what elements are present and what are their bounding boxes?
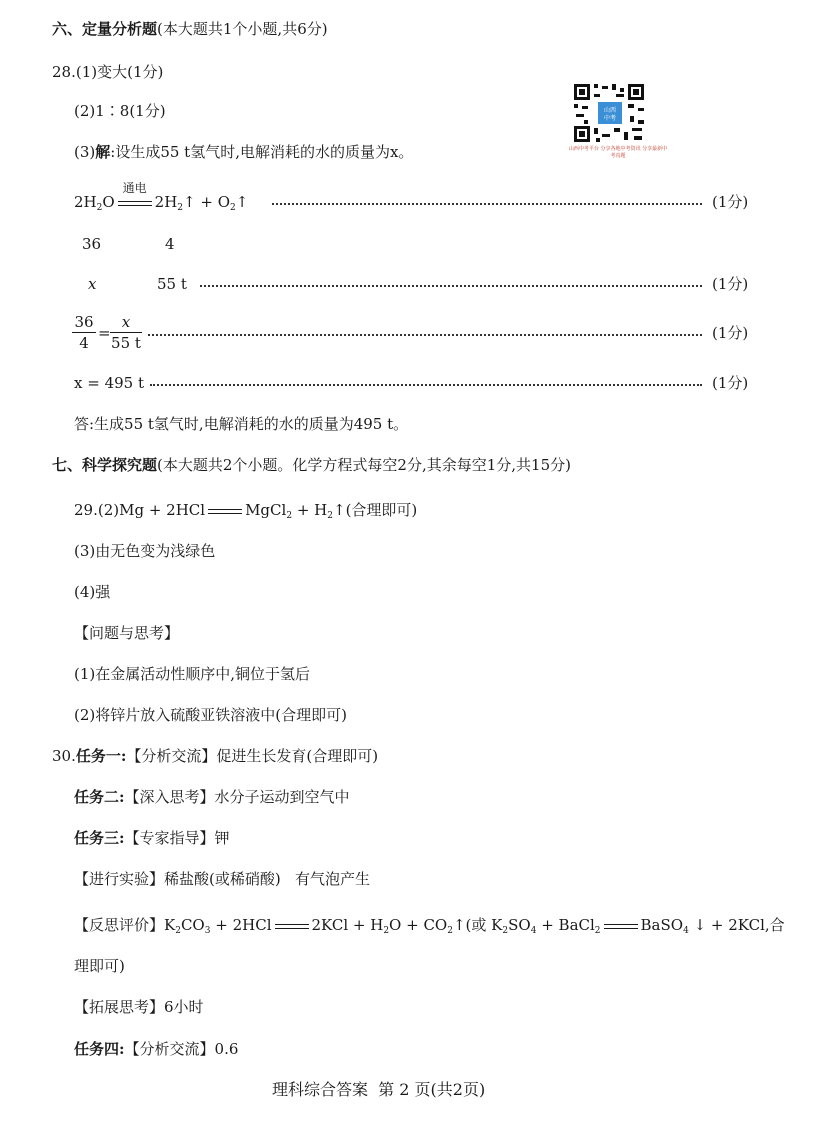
section-note: (本大题共1个小题,共6分): [157, 20, 328, 38]
mass-hydrogen: 55 t: [157, 275, 187, 293]
score-label: (1分): [712, 193, 749, 211]
q30-reflection-cont: 理即可): [74, 957, 125, 975]
reactant: 2H: [74, 193, 97, 211]
q30-task4: [74, 1039, 238, 1059]
solve-label: 解: [95, 143, 111, 161]
q29-part4: (4)强: [74, 583, 111, 601]
score-label: (1分): [712, 324, 749, 342]
leader-dots: [148, 334, 702, 336]
reflection-label: 【反思评价】K: [74, 916, 176, 934]
part-number: (3): [74, 143, 96, 161]
equation-left: 29.(2)Mg + 2HCl: [74, 501, 206, 519]
equation-note: ↑(合理即可): [333, 501, 418, 519]
section-note: (本大题共2个小题。化学方程式每空2分,其余每空1分,共15分): [157, 456, 571, 474]
q29-think-1: (1)在金属活动性顺序中,铜位于氢后: [74, 665, 311, 683]
task-label: 任务三:: [74, 829, 125, 847]
product-o2: + O: [200, 193, 231, 211]
formula-part: BaSO: [640, 916, 684, 934]
svg-text:中考: 中考: [603, 115, 617, 122]
product-h2: 2H: [154, 193, 178, 211]
q29-part3: (3)由无色变为浅绿色: [74, 542, 216, 560]
formula-part: ↑(或 K: [452, 916, 503, 934]
equals-sign: =: [98, 324, 111, 342]
page-footer: 理科综合答案 第 2 页(共2页): [272, 1080, 486, 1099]
leader-dots: [272, 203, 702, 205]
section-title: 定量分析题: [82, 20, 158, 38]
section-title: 科学探究题: [82, 456, 158, 474]
reaction-condition: 通电: [122, 181, 147, 195]
task-text: 【分析交流】促进生长发育(合理即可): [126, 747, 379, 765]
task-text: 【深入思考】水分子运动到空气中: [124, 788, 350, 806]
q30-task1: [52, 746, 378, 766]
q30-task3: [74, 828, 230, 848]
product-h2: + H: [296, 501, 328, 519]
q28-part3: [74, 142, 413, 162]
q30-experiment: 【进行实验】稀盐酸(或稀硝酸) 有气泡产生: [74, 870, 371, 888]
fraction-right: [110, 313, 142, 352]
score-label: (1分): [712, 275, 749, 293]
task-text: 【分析交流】0.6: [124, 1040, 239, 1058]
q30-extension: 【拓展思考】6小时: [74, 998, 204, 1016]
section-number: 六、: [52, 20, 83, 38]
result-line: x = 495 t: [74, 374, 144, 392]
numerator: 36: [74, 313, 94, 331]
q29-think-2: (2)将锌片放入硫酸亚铁溶液中(合理即可): [74, 706, 347, 724]
leader-dots: [150, 384, 702, 386]
svg-text:山西: 山西: [603, 107, 617, 114]
q30-reflection: 【反思评价】$K_2CO_3 + 2HCl$ $2KCl + H_2O$ + $CO_2↑$(或 $K_2SO_4$ + BaCl$_2$ BaSO$_4$ ↓ + 2KCl,合: [74, 916, 785, 936]
task-label: 任务一:: [75, 747, 127, 765]
question-number: 30.: [52, 747, 76, 765]
task-text: 【专家指导】钾: [124, 829, 230, 847]
formula-part: + BaCl: [541, 916, 595, 934]
section-6-heading: [52, 19, 328, 39]
q30-task2: [74, 787, 350, 807]
molar-mass-hydrogen: 4: [165, 235, 175, 253]
chemical-equation: $2H_2O$ 通电 $2H_2↑$ + $O_2↑$: [74, 192, 248, 218]
formula-part: CO: [180, 916, 205, 934]
fraction-left: [72, 313, 96, 352]
q29-think-heading: 【问题与思考】: [74, 624, 180, 642]
leader-dots: [200, 285, 702, 287]
formula-part: ↓ + 2KCl,合: [693, 916, 785, 934]
task-label: 任务二:: [74, 788, 125, 806]
qr-caption: 山西中考平台 分享各地中考资讯 分享最新中考真题: [568, 146, 668, 159]
answer-line: 答:生成55 t氢气时,电解消耗的水的质量为495 t。: [74, 415, 409, 433]
q29-part2: 29.(2)Mg + 2HCl MgCl$_2$ + $H_2↑$(合理即可): [74, 501, 418, 521]
section-7-heading: [52, 455, 571, 475]
product-mgcl2: MgCl: [245, 501, 287, 519]
part-text: :设生成55 t氢气时,电解消耗的水的质量为x。: [110, 143, 414, 161]
task-label: 任务四:: [74, 1040, 125, 1058]
formula-part: SO: [508, 916, 531, 934]
denominator: 4: [79, 334, 89, 352]
numerator: x: [121, 313, 131, 331]
q28-part1: 28.(1)变大(1分): [52, 63, 164, 81]
unknown-x: x: [88, 275, 97, 293]
score-label: (1分): [712, 374, 749, 392]
qr-code-image: [572, 82, 646, 144]
formula-part: + 2HCl: [215, 916, 272, 934]
section-number: 七、: [52, 456, 83, 474]
q28-part2: (2)1∶8(1分): [74, 102, 166, 120]
formula-part: 2KCl + H: [311, 916, 384, 934]
denominator: 55 t: [111, 334, 141, 352]
formula-part: O + CO: [389, 916, 448, 934]
molar-mass-water: 36: [82, 235, 102, 253]
